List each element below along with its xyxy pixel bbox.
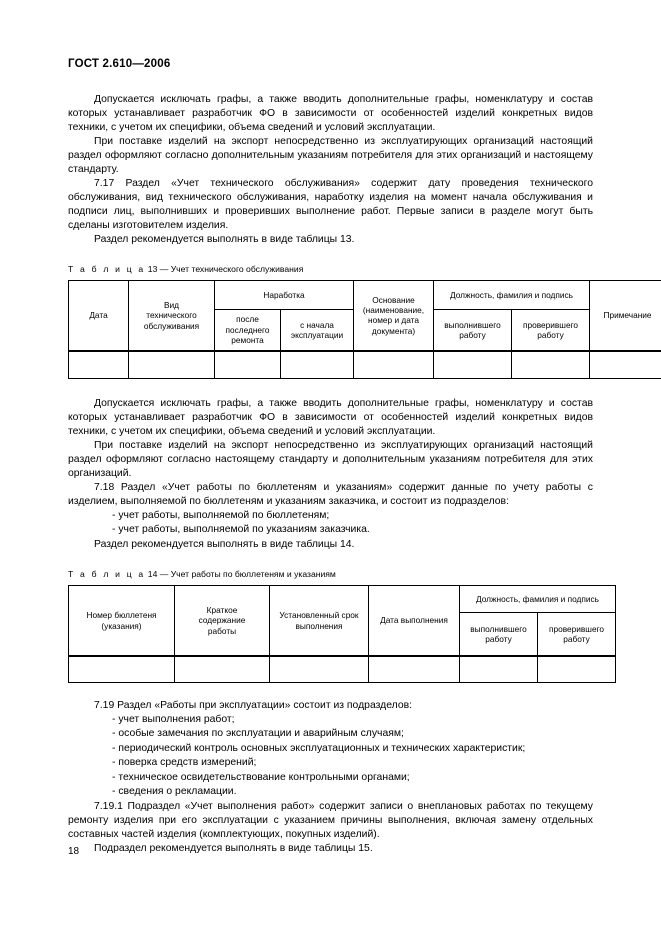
table-14 [68,585,616,683]
paragraph-table13-ref: Раздел рекомендуется выполнять в виде таблицы 13. [94,233,355,245]
spacer [68,683,593,699]
table-13-empty-row [69,351,661,379]
table-14-empty-row [69,656,616,683]
paragraph-5: Допускается исключать графы, а также вводить дополнительные графы, номенклатуру и состав которых устанавливает разработчик ФО в зависимости от особенностей изделий конкретных видов техники, с учетом их специфики, объема сведений и условий эксплуатации. [68,397,593,437]
th-note: Примечание [590,280,661,351]
table-14-header-row-1 [69,586,616,613]
th-since-last-repair: после последнего ремонта [215,309,281,351]
table-14-cell[interactable] [538,656,616,683]
paragraph-table14-ref: Раздел рекомендуется выполнять в виде таблицы 14. [94,538,355,550]
th-since-start: с начала эксплуатации [281,309,354,351]
th-performer: выполнившего работу [460,613,538,657]
bullet-technical-inspection: - техническое освидетельствование контрольными органами; [112,771,410,783]
paragraph-1: Допускается исключать графы, а также вводить дополнительные графы, номенклатуру и состав которых устанавливает разработчик ФО в зависимости от особенностей изделий конкретных видов техники, с учетом их специфики, объема сведений и условий эксплуатации. [68,93,593,133]
page-number: 18 [68,846,80,857]
table-13-cell[interactable] [215,351,281,379]
th-checker: проверившего работу [538,613,616,657]
table-14-cell[interactable] [69,656,175,683]
table-14-cell[interactable] [460,656,538,683]
spacer [68,379,593,397]
table-14-cell[interactable] [369,656,460,683]
th-basis: Основание (наименование, номер и дата документа) [354,280,434,351]
th-operating-time: Наработка [215,280,354,309]
bullet-periodic-control: - периодический контроль основных эксплуатационных и технических характеристик; [112,742,526,754]
table-13-cell[interactable] [512,351,590,379]
table-13-caption [68,264,593,274]
paragraph-7-19-1: 7.19.1 Подраздел «Учет выполнения работ» содержит записи о внеплановых работах по текущему ремонту изделия при его эксплуатации с указанием причины выполнения, включая замену отдельных составных частей изделия (комплектующих, покупных изделий). [68,800,593,840]
table-13-cell[interactable] [281,351,354,379]
paragraph-table15-ref: Подраздел рекомендуется выполнять в виде таблицы 15. [94,842,373,854]
paragraph-2: При поставке изделий на экспорт непосредственно из эксплуатирующих организаций настоящий раздел оформляют согласно дополнительным указаниям потребителя для этих организаций и настоящему стандарту. [68,135,593,175]
table-14-cell[interactable] [175,656,270,683]
table-14-cell[interactable] [270,656,369,683]
bullet-instrument-verification: - поверка средств измерений; [112,757,257,769]
paragraph-7-18: 7.18 Раздел «Учет работы по бюллетеням и указаниям» содержит данные по учету работы с изделием, выполняемой по бюллетеням и указаниям заказчика, и состоит из подразделов: [68,481,593,507]
table-13-header-row-1 [69,280,661,309]
table-13 [68,280,661,379]
table-13-cell[interactable] [69,351,129,379]
bullet-special-notes: - особые замечания по эксплуатации и аварийным случаям; [112,728,404,740]
page-content [68,58,652,856]
th-completion-date: Дата выполнения [369,586,460,657]
th-bulletin-number: Номер бюллетеня (указания) [69,586,175,657]
th-date: Дата [69,280,129,351]
bullet-work-record: - учет выполнения работ; [112,714,235,726]
table-13-caption-lead: Т а б л и ц а [68,263,146,274]
document-header: ГОСТ 2.610—2006 [68,58,171,70]
bullet-bulletins: - учет работы, выполняемой по бюллетеням; [112,509,330,521]
table-14-caption-lead: Т а б л и ц а [68,568,146,579]
th-brief-content: Краткое содержание работы [175,586,270,657]
table-13-cell[interactable] [434,351,512,379]
th-position-name-signature: Должность, фамилия и подпись [434,280,590,309]
th-performer: выполнившего работу [434,309,512,351]
th-service-type: Вид технического обслуживания [129,280,215,351]
paragraph-7-19: 7.19 Раздел «Работы при эксплуатации» состоит из подразделов: [94,700,413,712]
table-14-caption-rest: 14 — Учет работы по бюллетеням и указаниям [145,568,336,579]
th-position-name-signature: Должность, фамилия и подпись [460,586,616,613]
th-due-date: Установленный срок выполнения [270,586,369,657]
paragraph-7-17: 7.17 Раздел «Учет технического обслуживания» содержит дату проведения технического обслуживания, вид технического обслуживания, наработку изделия на момент начала обслуживания и подписи лиц, выполнивших и проверивших выполнение работ. Первые записи в разделе могут быть сделаны изготовителем изделия. [68,177,593,231]
th-checker: проверившего работу [512,309,590,351]
paragraph-6: При поставке изделий на экспорт непосредственно из эксплуатирующих организаций настоящий раздел оформляют согласно настоящему стандарту и дополнительным указаниям потребителя для этих организаций. [68,439,593,479]
bullet-customer-instructions: - учет работы, выполняемой по указаниям заказчика. [112,524,370,536]
bullet-claims-info: - сведения о рекламации. [112,786,237,798]
table-13-cell[interactable] [590,351,661,379]
table-13-cell[interactable] [129,351,215,379]
table-13-cell[interactable] [354,351,434,379]
table-14-caption [68,569,593,579]
table-13-caption-rest: 13 — Учет технического обслуживания [145,263,304,274]
